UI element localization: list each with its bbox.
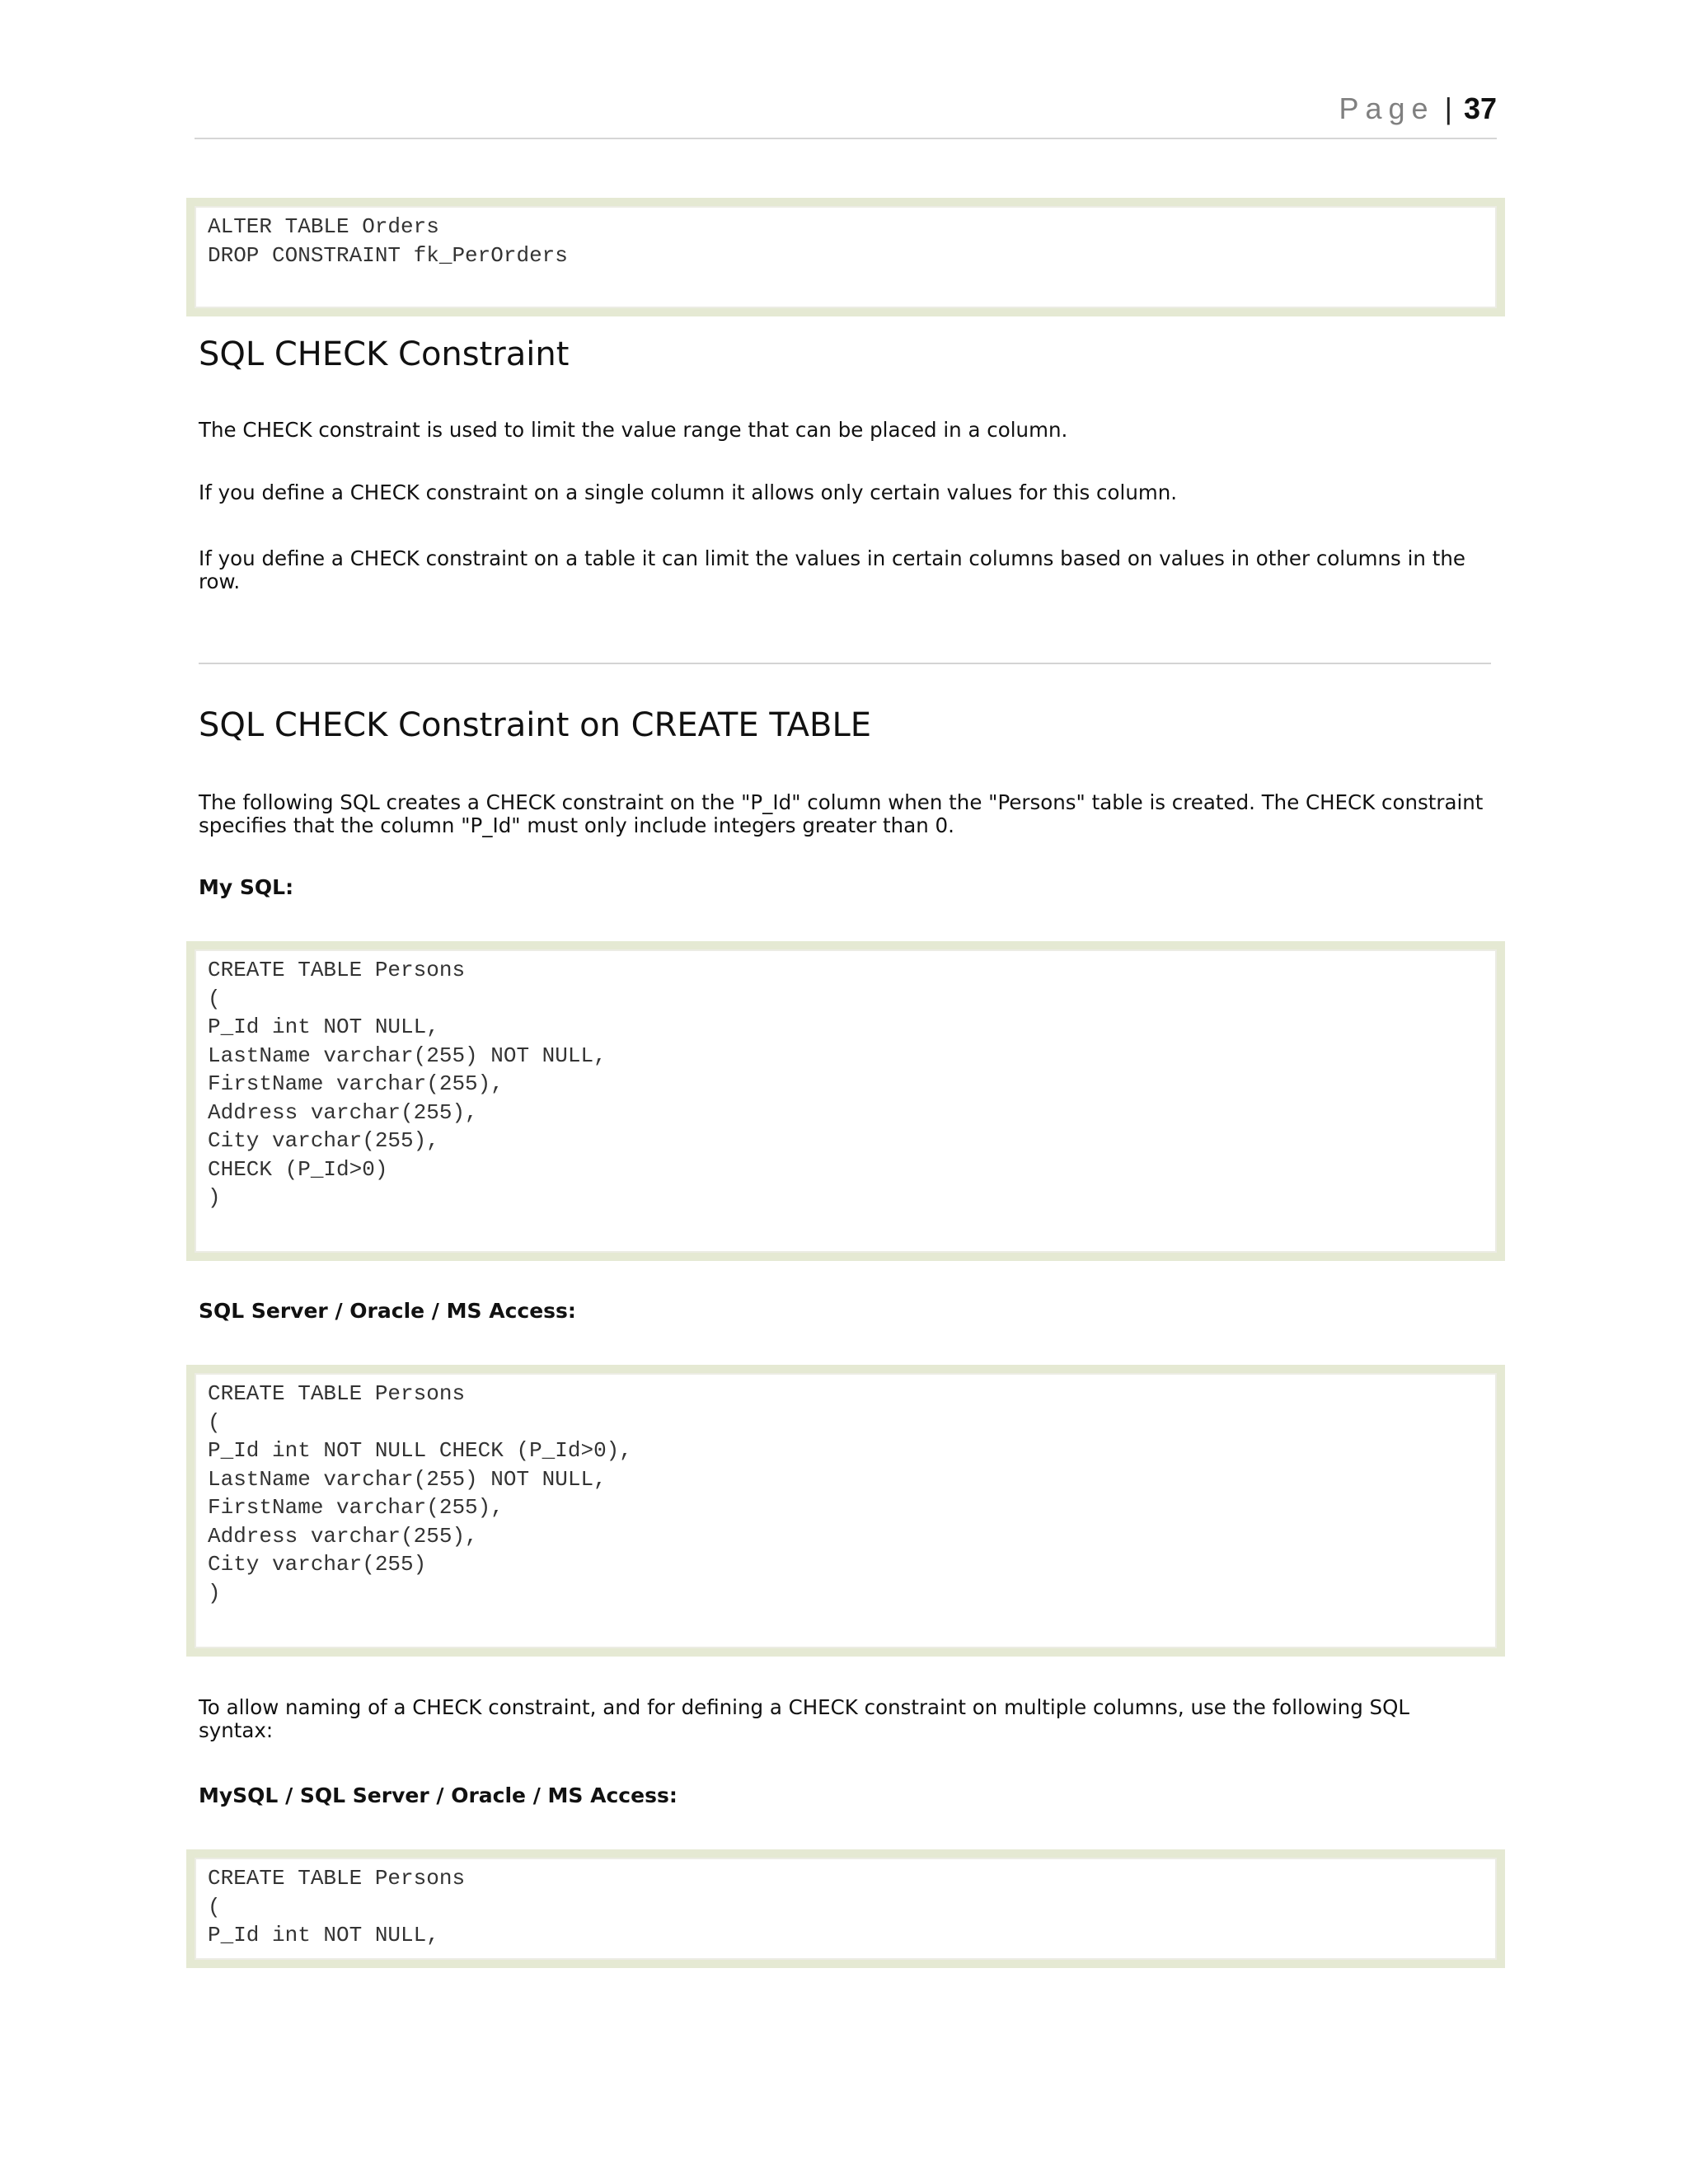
section-heading-check-constraint: SQL CHECK Constraint [199, 335, 570, 373]
code-block-named-check [186, 1849, 1505, 1968]
section-heading-check-create-table: SQL CHECK Constraint on CREATE TABLE [199, 706, 872, 744]
paragraph: To allow naming of a CHECK constraint, and for defining a CHECK constraint on multiple columns, use the following SQL syntax: [199, 1695, 1410, 1742]
code-block-sqlserver [186, 1365, 1505, 1657]
page-word: Page [1339, 91, 1435, 125]
section-divider [199, 663, 1491, 664]
page-separator: | [1444, 91, 1452, 125]
label-all-databases: MySQL / SQL Server / Oracle / MS Access: [199, 1783, 678, 1807]
code-line: P_Id int NOT NULL, [208, 1015, 439, 1039]
code-block-inner [195, 1373, 1497, 1648]
paragraph: If you define a CHECK constraint on a single column it allows only certain values for this column. [199, 480, 1178, 504]
code-line: FirstName varchar(255), [208, 1071, 504, 1096]
paragraph: If you define a CHECK constraint on a table it can limit the values in certain columns based on values in other columns in the row. [199, 546, 1465, 593]
code-line: Address varchar(255), [208, 1523, 478, 1549]
code-line: P_Id int NOT NULL, [208, 1923, 439, 1947]
code-line: CREATE TABLE Persons [208, 1866, 466, 1891]
code-line: ( [208, 1409, 221, 1435]
code-block-mysql [186, 941, 1505, 1261]
code-block-inner [195, 949, 1497, 1253]
paragraph: The following SQL creates a CHECK constraint on the "P_Id" column when the "Persons" table is created. The CHECK constraint specifies that the column "P_Id" must only include integers greater than 0. [199, 790, 1484, 837]
code-line: DROP CONSTRAINT fk_PerOrders [208, 242, 568, 268]
code-block-drop-constraint [186, 198, 1505, 316]
code-line: ) [208, 1185, 221, 1210]
page-number: 37 [1463, 91, 1497, 125]
header-rule [195, 138, 1497, 139]
code-line: LastName varchar(255) NOT NULL, [208, 1466, 607, 1492]
code-line: City varchar(255) [208, 1552, 427, 1577]
code-line: FirstName varchar(255), [208, 1495, 504, 1520]
code-line: CREATE TABLE Persons [208, 958, 466, 982]
code-line: Address varchar(255), [208, 1099, 478, 1125]
code-line: ALTER TABLE Orders [208, 214, 439, 239]
label-sqlserver-oracle-access: SQL Server / Oracle / MS Access: [199, 1299, 576, 1323]
code-line: City varchar(255), [208, 1128, 439, 1153]
code-block-inner [195, 1858, 1497, 1960]
page-header [0, 92, 1497, 125]
code-block-inner [195, 206, 1497, 308]
code-line: ) [208, 1580, 221, 1605]
label-mysql: My SQL: [199, 875, 294, 899]
code-line: LastName varchar(255) NOT NULL, [208, 1043, 607, 1068]
code-line: CHECK (P_Id>0) [208, 1156, 388, 1182]
paragraph: The CHECK constraint is used to limit the value range that can be placed in a column. [199, 418, 1068, 442]
code-line: P_Id int NOT NULL CHECK (P_Id>0), [208, 1438, 632, 1463]
code-line: CREATE TABLE Persons [208, 1381, 466, 1406]
code-line: ( [208, 1894, 221, 1919]
code-line: ( [208, 986, 221, 1011]
